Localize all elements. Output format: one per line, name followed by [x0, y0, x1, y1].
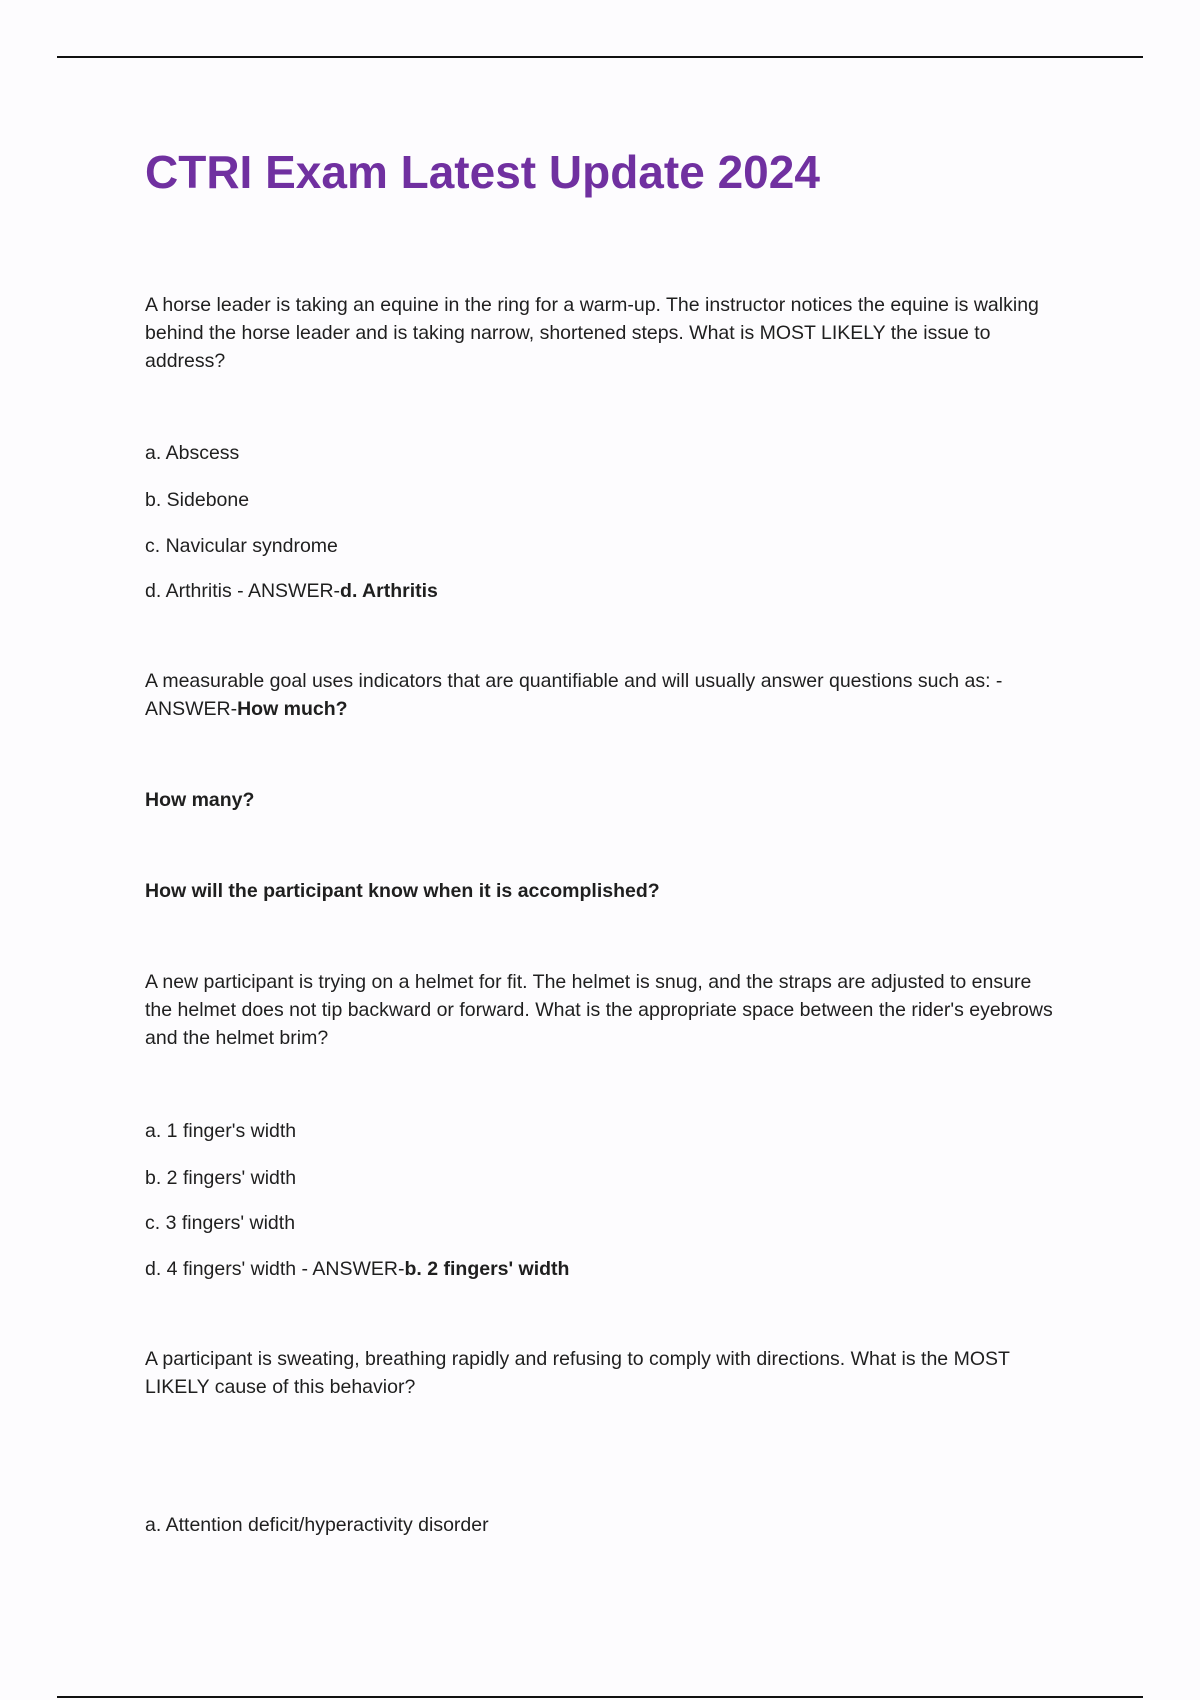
question-2-answer-line-2: How many?	[145, 789, 255, 811]
question-3-option-c: c. 3 fingers' width	[145, 1212, 296, 1234]
question-3-text: A new participant is trying on a helmet for fit. The helmet is snug, and the straps are adjusted to ensure the helmet does not tip backward or forward. What is the appropriate space between the rider's eyebrows and the helmet brim?	[145, 971, 1053, 1049]
question-3-option-b: b. 2 fingers' width	[145, 1167, 297, 1189]
question-4-text: A participant is sweating, breathing rapidly and refusing to comply with directions. What is the MOST LIKELY cause of this behavior?	[145, 1348, 1010, 1398]
question-1-option-b: b. Sidebone	[145, 489, 250, 511]
question-1-option-c: c. Navicular syndrome	[145, 535, 338, 557]
page-title: CTRI Exam Latest Update 2024	[145, 146, 820, 198]
question-1-text: A horse leader is taking an equine in the ring for a warm-up. The instructor notices the equine is walking behind the horse leader and is taking narrow, shortened steps. What is MOST LIKELY the issue to address?	[145, 294, 1039, 372]
question-2-text	[145, 667, 1055, 723]
question-3-option-d	[145, 1255, 569, 1283]
question-2-question: A measurable goal uses indicators that are quantifiable and will usually answer questions such as: - ANSWER-	[145, 670, 1003, 720]
question-1-option-d-text: d. Arthritis - ANSWER-	[145, 580, 341, 602]
question-4-option-a: a. Attention deficit/hyperactivity disorder	[145, 1514, 489, 1536]
top-divider	[57, 56, 1143, 58]
question-1-answer: d. Arthritis	[340, 580, 438, 602]
question-1-option-d	[145, 577, 438, 605]
question-3-option-d-text: d. 4 fingers' width - ANSWER-	[145, 1258, 405, 1280]
question-1-option-a: a. Abscess	[145, 442, 240, 464]
question-2-answer-line-1: How much?	[237, 698, 348, 720]
question-3-answer: b. 2 fingers' width	[404, 1258, 570, 1280]
bottom-divider	[57, 1696, 1143, 1698]
question-3-option-a: a. 1 finger's width	[145, 1120, 297, 1142]
question-2-answer-line-3: How will the participant know when it is accomplished?	[145, 880, 660, 902]
